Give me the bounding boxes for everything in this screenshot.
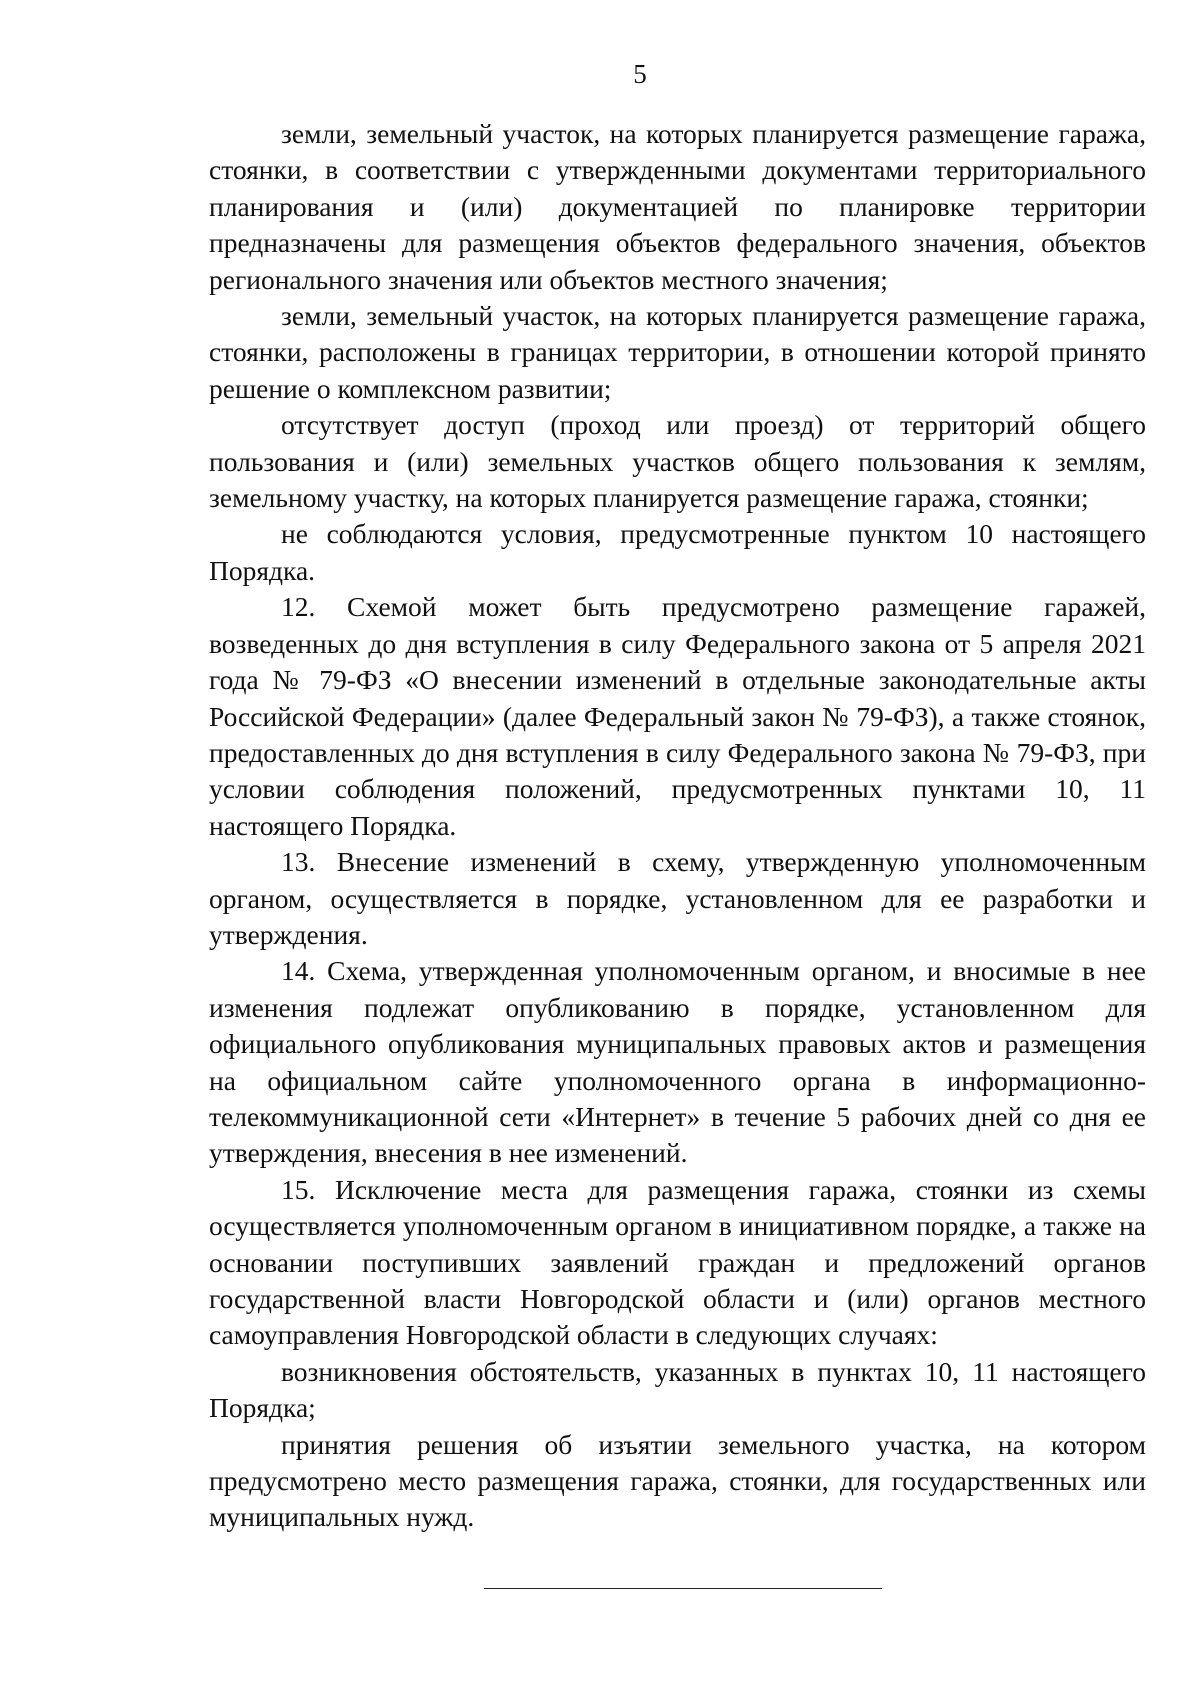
clause-13: 13. Внесение изменений в схему, утвержденную уполномоченным органом, осуществляется в порядке, установленном для ее разработки и утверждения. [209,846,1146,950]
paragraph-land-seizure: принятия решения об изъятии земельного участка, на котором предусмотрено место размещения гаража, стоянки, для государственных или муниципальных нужд. [209,1428,1146,1533]
clause-12: 12. Схемой может быть предусмотрено размещение гаражей, возведенных до дня вступления в силу Федерального закона от 5 апреля 2021 года № 79-ФЗ «О внесении изменений в отдельные законодательные акты Российской Федерации» (далее Федеральный закон № 79-ФЗ), а также стоянок, предоставленных до дня вступления в силу Федерального закона № 79-ФЗ, при условии соблюдения положений, предусмотренных пунктами 10, 11 настоящего Порядка. [209,591,1146,841]
end-of-document-rule [484,1588,882,1589]
paragraph-circumstances: возникновения обстоятельств, указанных в пунктах 10, 11 настоящего Порядка; [209,1355,1146,1424]
document-body [209,116,1146,1536]
paragraph-no-access: отсутствует доступ (проход или проезд) от территорий общего пользования и (или) земельных участков общего пользования к землям, земельному участку, на которых планируется размещение гаража, стоянки; [209,409,1146,514]
clause-15: 15. Исключение места для размещения гаража, стоянки из схемы осуществляется уполномоченным органом в инициативном порядке, а также на основании поступивших заявлений граждан и предложений органов государственной власти Новгородской области и (или) органов местного самоуправления Новгородской области в следующих случаях: [209,1173,1146,1351]
page-number: 5 [633,59,647,89]
paragraph-conditions-not-met: не соблюдаются условия, предусмотренные пунктом 10 настоящего Порядка. [209,518,1146,586]
paragraph-land-complex-development: земли, земельный участок, на которых планируется размещение гаража, стоянки, расположены в границах территории, в отношении которой принято решение о комплексном развитии; [209,300,1146,404]
clause-14: 14. Схема, утвержденная уполномоченным органом, и вносимые в нее изменения подлежат опубликованию в порядке, установленном для официального опубликования муниципальных правовых актов и размещения на официальном сайте уполномоченного органа в информационно-телекоммуникационной сети «Интернет» в течение 5 рабочих дней со дня ее утверждения, внесения в нее изменений. [209,955,1146,1169]
paragraph-land-federal-purpose: земли, земельный участок, на которых планируется размещение гаража, стоянки, в соответствии с утвержденными документами территориального планирования и (или) документацией по планировке территории предназначены для размещения объектов федерального значения, объектов регионального значения или объектов местного значения; [209,118,1146,295]
